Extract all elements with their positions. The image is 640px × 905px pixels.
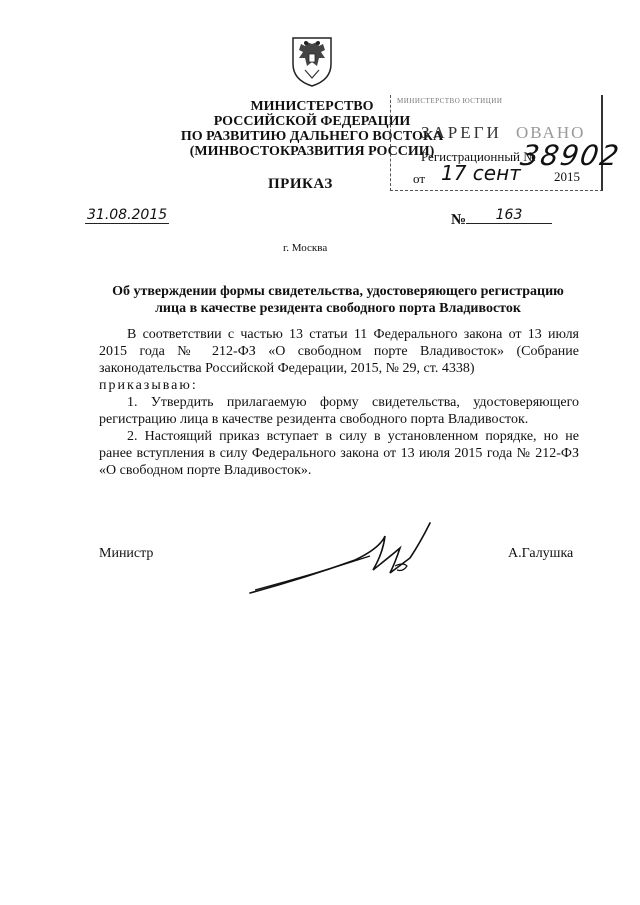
stamp-top-line: МИНИСТЕРСТВО ЮСТИЦИИ <box>397 97 503 105</box>
order-title <box>98 283 578 317</box>
number-label: № <box>451 212 467 228</box>
item-2: 2. Настоящий приказ вступает в силу в установленном порядке, но не ранее вступления в силу Федерального закона от 13 июля 2015 года № 212-ФЗ «О свободном порте Владивосток». <box>99 429 579 478</box>
signer-name: А.Галушка <box>508 546 574 561</box>
title-line-2: лица в качестве резидента свободного порта Владивосток <box>155 301 521 316</box>
ministry-line-4: (МИНВОСТОКРАЗВИТИЯ РОССИИ) <box>189 144 435 159</box>
coat-of-arms-emblem <box>289 34 335 88</box>
handwritten-signature <box>245 518 445 608</box>
stamp-reg-label: Регистрационный № <box>421 149 536 164</box>
stamp-registered-right: ОВАНО <box>516 123 586 142</box>
item-1: 1. Утвердить прилагаемую форму свидетельства, удостоверяющего регистрацию лица в качестве резидента свободного порта Владивосток. <box>99 395 579 427</box>
intro-paragraph: В соответствии с частью 13 статьи 11 Федерального закона от 13 июля 2015 года № 212-ФЗ «О свободном порте Владивосток» (Собрание законодательства Российской Федерации, 2015, № 29, ст. 4338) <box>99 327 579 376</box>
title-line-1: Об утверждении формы свидетельства, удостоверяющего регистрацию <box>112 284 564 299</box>
stamp-date-handwritten: 17 сент <box>441 161 521 185</box>
order-body <box>99 326 579 479</box>
ministry-line-1: МИНИСТЕРСТВО <box>250 99 374 114</box>
document-type: ПРИКАЗ <box>268 176 333 192</box>
order-word: приказываю: <box>99 378 198 393</box>
stamp-date-prefix: от <box>413 171 426 186</box>
order-number: 163 <box>466 207 552 224</box>
stamp-registered-left: ЗАРЕГИ <box>421 123 502 142</box>
registration-stamp <box>390 95 623 191</box>
signer-position: Министр <box>99 546 154 561</box>
ministry-line-2: РОССИЙСКОЙ ФЕДЕРАЦИИ <box>213 114 411 129</box>
stamp-reg-number: 38902 <box>518 139 623 172</box>
stamp-year: 2015 <box>554 169 580 184</box>
order-date: 31.08.2015 <box>87 207 168 223</box>
city: г. Москва <box>283 242 328 254</box>
ministry-line-3: ПО РАЗВИТИЮ ДАЛЬНЕГО ВОСТОКА <box>180 129 444 144</box>
